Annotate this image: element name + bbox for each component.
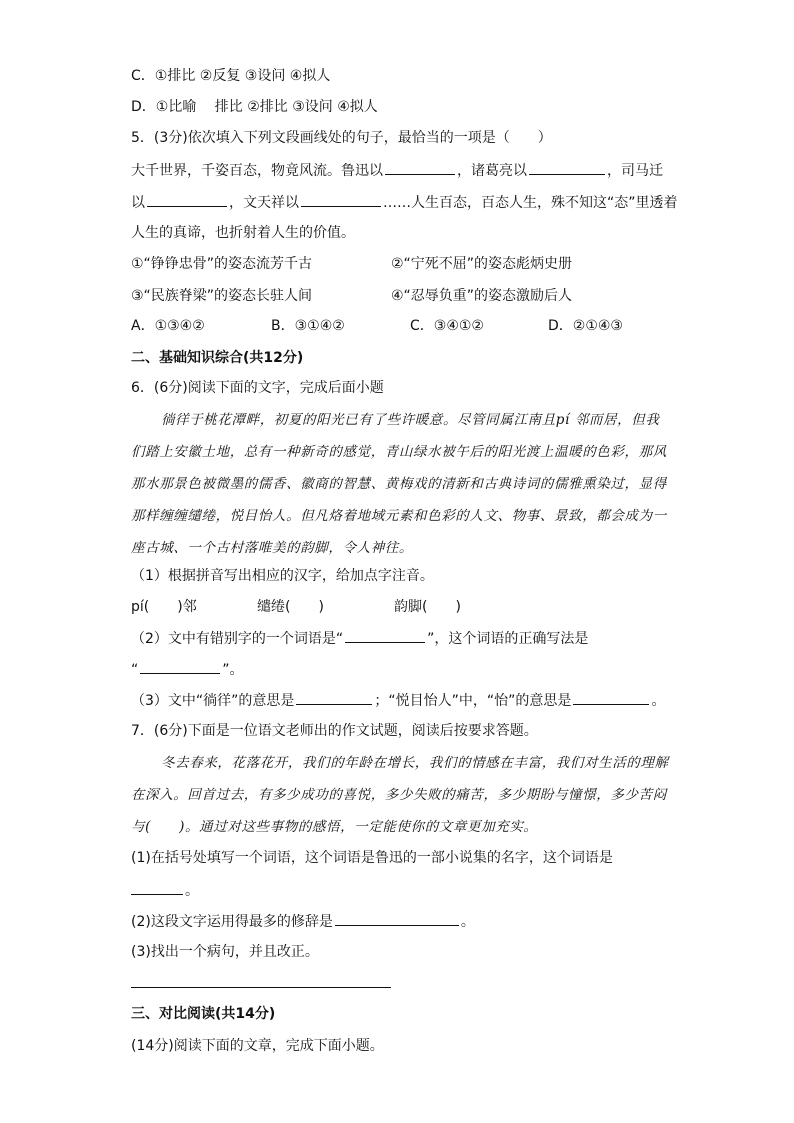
- section-3-title: 三、对比阅读(共14分): [131, 1006, 276, 1022]
- q7-passage-line: 在深入。回首过去，有多少成功的喜悦，多少失败的痛苦，多少期盼与憧憬，多少苦闷: [131, 787, 667, 803]
- q7-sub2-text: 。: [460, 914, 475, 930]
- q5-blank-1[interactable]: [385, 160, 455, 175]
- q6-passage-line: 座古城、一个古村落唯美的韵脚，令人神往。: [131, 540, 413, 556]
- q4-option-d: D．①比喻 排比 ②排比 ③设问 ④拟人: [131, 99, 378, 115]
- section-2-title: 二、基础知识综合(共12分): [131, 350, 304, 366]
- q5-choice-c[interactable]: C．③④①②: [410, 318, 484, 334]
- q7-sub2: [131, 911, 475, 932]
- q6-sub3-text: （3）文中“徜徉”的意思是: [131, 693, 295, 709]
- q5-passage-line-3: 人生的真谛，也折射着人生的价值。: [131, 225, 355, 241]
- q5-text: ，诸葛亮以: [457, 163, 527, 179]
- q5-sentence-2: ②“宁死不屈”的姿态彪炳史册: [391, 256, 573, 272]
- q5-blank-2[interactable]: [529, 160, 605, 175]
- q5-sentence-4: ④“忍辱负重”的姿态激励后人: [391, 288, 573, 304]
- q6-sub3-text: ；“悦目怡人”中，“怡”的意思是: [374, 693, 572, 709]
- q7-sub3: (3)找出一个病句，并且改正。: [131, 944, 319, 960]
- q6-sub2-blank-2[interactable]: [140, 659, 220, 674]
- q5-blank-3[interactable]: [147, 192, 227, 207]
- q5-text: 以: [131, 195, 145, 211]
- q7-sub3-answer-line[interactable]: [131, 987, 391, 988]
- q6-stem: 6．(6分)阅读下面的文字，完成后面小题: [131, 380, 384, 396]
- q6-sub3-text: 。: [651, 693, 666, 709]
- q5-choice-a[interactable]: A．①③④②: [131, 318, 205, 334]
- q7-sub1: (1)在括号处填写一个词语，这个词语是鲁迅的一部小说集的名字，这个词语是: [131, 850, 613, 866]
- q7-sub2-text: (2)这段文字运用得最多的修辞是: [131, 914, 333, 930]
- q5-text: ，司马迁: [607, 163, 663, 179]
- q7-passage-line: 与( )。通过对这些事物的感悟，一定能使你的文章更加充实。: [131, 819, 538, 835]
- q6-sub2-line-2: [131, 659, 244, 680]
- q5-choice-b[interactable]: B．③①④②: [271, 318, 345, 334]
- q5-sentence-1: ①“铮铮忠骨”的姿态流芳千古: [131, 256, 313, 272]
- q5-text: ，文天祥以: [229, 195, 299, 211]
- q5-blank-4[interactable]: [301, 192, 381, 207]
- q6-pinyin-answer-c[interactable]: 韵脚( ): [394, 599, 461, 615]
- q5-text: ……人生百态，百态人生，殊不知这“态”里透着: [383, 195, 678, 211]
- q6-sub2-text: ”，这个词语的正确写法是: [427, 631, 589, 647]
- q6-pinyin-answer-a[interactable]: pí( )邻: [131, 599, 197, 615]
- q6-passage-line: 那样缠缠缱绻，悦目怡人。但凡烙着地域元素和色彩的人文、物事、景致，都会成为一: [131, 508, 667, 524]
- q6-sub3-blank-2[interactable]: [573, 690, 649, 705]
- q7-sub1-answer: [131, 880, 199, 901]
- q6-sub2-text: （2）文中有错别字的一个词语是“: [131, 631, 344, 647]
- q7-sub1-blank[interactable]: [131, 880, 183, 895]
- q7-sub2-blank[interactable]: [335, 911, 459, 926]
- q5-stem: 5．(3分)依次填入下列文段画线处的句子，最恰当的一项是（ ）: [131, 130, 552, 146]
- q5-passage-line-2: [131, 192, 678, 213]
- q6-passage-line: 们踏上安徽土地，总有一种新奇的感觉，青山绿水被午后的阳光渡上温暖的色彩，那风: [131, 444, 667, 460]
- q6-sub2-blank-1[interactable]: [345, 628, 425, 643]
- q5-passage-line-1: [131, 160, 663, 181]
- q7-sub1-end: 。: [185, 883, 199, 899]
- q6-passage-line: 徜徉于桃花潭畔，初夏的阳光已有了些许暖意。尽管同属江南且pí 邻而居，但我: [161, 412, 660, 428]
- q4-option-c: C．①排比 ②反复 ③设问 ④拟人: [131, 68, 331, 84]
- q6-pinyin-answer-b[interactable]: 缱绻( ): [257, 599, 324, 615]
- q5-text: 大千世界，千姿百态，物竟风流。鲁迅以: [131, 163, 383, 179]
- q6-sub3: [131, 690, 665, 711]
- q6-sub1: （1）根据拼音写出相应的汉字，给加点字注音。: [131, 568, 434, 584]
- q6-passage-line: 那水那景色被微墨的儒香、徽商的智慧、黄梅戏的清新和古典诗词的儒雅熏染过，显得: [131, 476, 667, 492]
- q5-sentence-3: ③“民族脊梁”的姿态长驻人间: [131, 288, 313, 304]
- section-3-stem: (14分)阅读下面的文章，完成下面小题。: [131, 1038, 384, 1054]
- q5-choice-d[interactable]: D．②①④③: [548, 318, 623, 334]
- q6-sub2-text: “: [131, 662, 139, 678]
- q6-sub3-blank-1[interactable]: [296, 690, 372, 705]
- q6-sub2-line-1: [131, 628, 588, 649]
- q6-sub2-text: ”。: [222, 662, 244, 678]
- q7-stem: 7．(6分)下面是一位语文老师出的作文试题，阅读后按要求答题。: [131, 723, 538, 739]
- q7-passage-line: 冬去春来，花落花开，我们的年龄在增长，我们的情感在丰富，我们对生活的理解: [161, 755, 669, 771]
